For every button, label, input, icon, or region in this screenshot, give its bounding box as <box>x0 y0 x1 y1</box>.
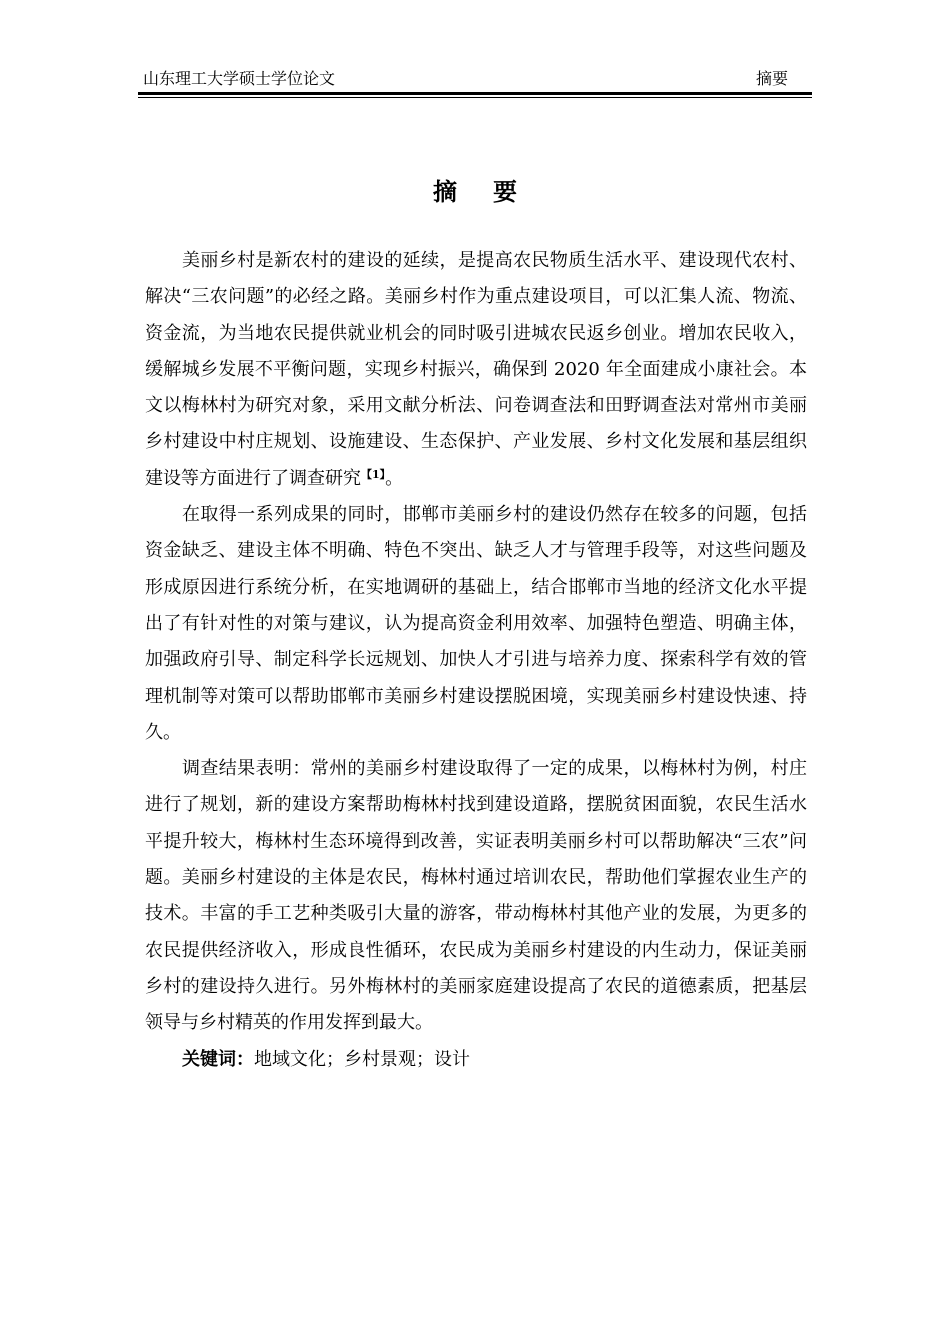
header-section-name: 摘要 <box>755 69 788 88</box>
abstract-paragraph-2: 在取得一系列成果的同时，邯郸市美丽乡村的建设仍然存在较多的问题，包括资金缺乏、建设主体不明确、特色不突出、缺乏人才与管理手段等，对这些问题及形成原因进行系统分析，在实地调研的基础上，结合邯郸市当地的经济文化水平提出了有针对性的对策与建议，认为提高资金利用效率、加强特色塑造、明确主体，加强政府引导、制定科学长远规划、加快人才引进与培养力度、探索科学有效的管理机制等对策可以帮助邯郸市美丽乡村建设摆脱困境，实现美丽乡村建设快速、持久。 <box>145 504 807 743</box>
paragraph-1-tail: 。 <box>385 467 404 489</box>
header-rule-thin <box>138 97 812 98</box>
abstract-paragraph-3: 调查结果表明：常州的美丽乡村建设取得了一定的成果，以梅林村为例，村庄进行了规划，新的建设方案帮助梅林村找到建设道路，摆脱贫困面貌，农民生活水平提升较大，梅林村生态环境得到改善，实证表明美丽乡村可以帮助解决“三农”问题。美丽乡村建设的主体是农民，梅林村通过培训农民，帮助他们掌握农业生产的技术。丰富的手工艺种类吸引大量的游客，带动梅林村其他产业的发展，为更多的农民提供经济收入，形成良性循环，农民成为美丽乡村建设的内生动力，保证美丽乡村的建设持久进行。另外梅林村的美丽家庭建设提高了农民的道德素质，把基层领导与乡村精英的作用发挥到最大。 <box>145 758 807 1034</box>
citation-mark: 【1】 <box>361 467 386 481</box>
abstract-body <box>145 243 807 1078</box>
keywords-value: 地域文化；乡村景观；设计 <box>254 1048 470 1070</box>
keywords-label: 关键词： <box>182 1048 254 1070</box>
abstract-paragraph-1 <box>145 243 807 497</box>
page-title: 摘要 <box>433 178 553 206</box>
keywords-line <box>145 1042 807 1078</box>
running-header <box>143 68 810 90</box>
header-double-rule <box>138 92 812 98</box>
header-rule-thick <box>138 92 812 95</box>
paragraph-1-text: 美丽乡村是新农村的建设的延续，是提高农民物质生活水平、建设现代农村、解决“三农问题”的必经之路。美丽乡村作为重点建设项目，可以汇集人流、物流、资金流，为当地农民提供就业机会的同时吸引进城农民返乡创业。增加农民收入，缓解城乡发展不平衡问题，实现乡村振兴，确保到 2020 年全面建成小康社会。本文以梅林村为研究对象，采用文献分析法、问卷调查法和田野调查法对常州市美丽乡村建设中村庄规划、设施建设、生态保护、产业发展、乡村文化发展和基层组织建设等方面进行了调查研究 <box>145 250 807 489</box>
header-thesis-title: 山东理工大学硕士学位论文 <box>143 69 336 88</box>
